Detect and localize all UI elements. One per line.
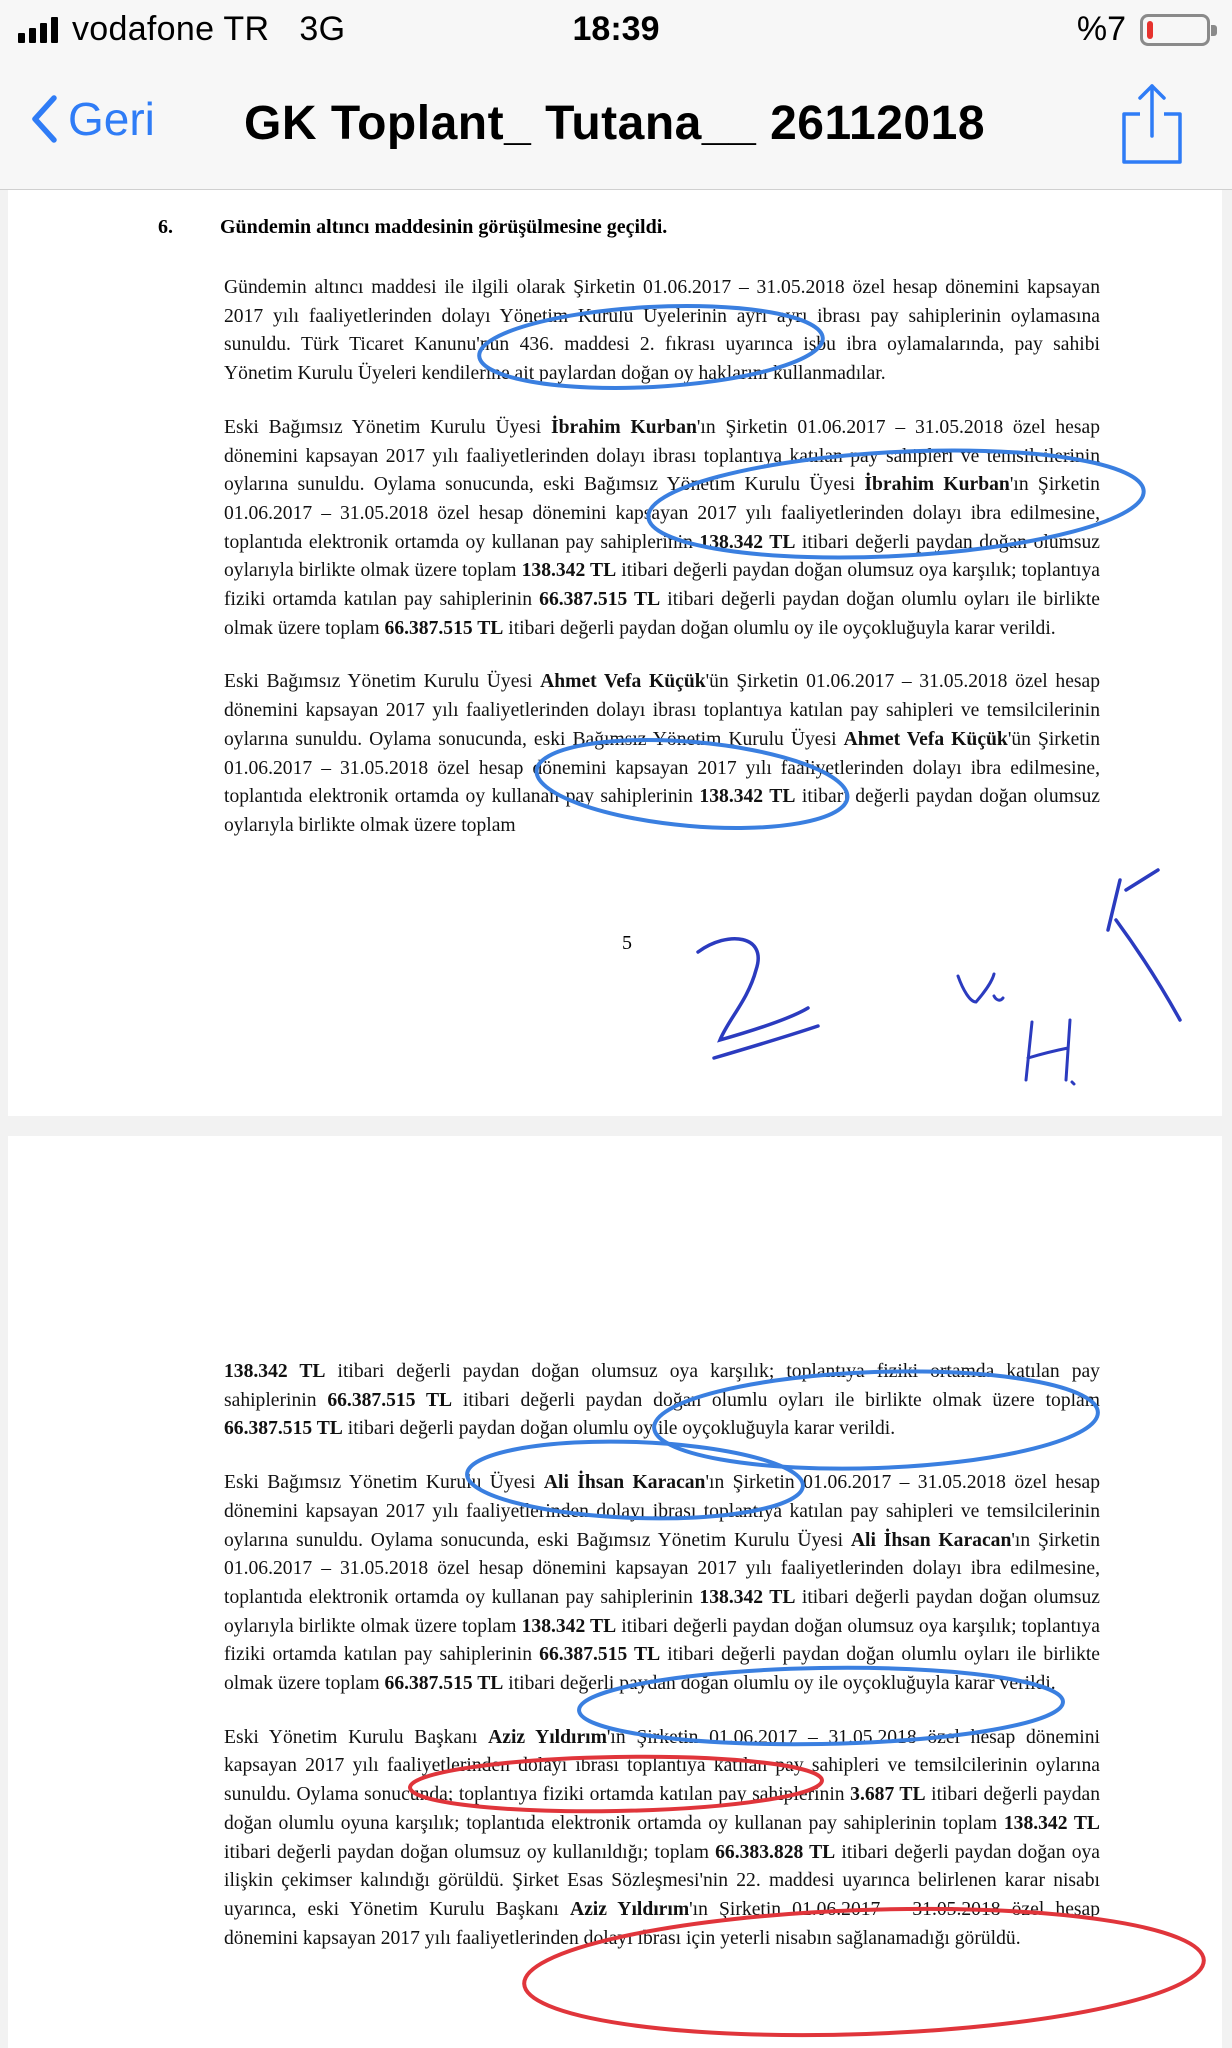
bold-text: 138.342 TL	[699, 531, 796, 553]
bold-text: 66.387.515 TL	[539, 1644, 661, 1666]
bold-text: Ahmet Vefa Küçük	[540, 671, 706, 693]
text-run: Eski Yönetim Kurulu Başkanı	[224, 1726, 489, 1748]
bold-text: 66.387.515 TL	[384, 1673, 504, 1695]
bold-text: 138.342 TL	[521, 560, 617, 582]
text-run: itibari değerli paydan doğan olumlu oy ile oyçokluğuyla karar verildi.	[503, 617, 1056, 639]
document-page-6[interactable]	[8, 1136, 1222, 2048]
bold-text: Aziz Yıldırım	[569, 1898, 690, 1920]
text-run: itibari değerli paydan doğan olumlu oy ile oyçokluğuyla karar verildi.	[503, 1673, 1056, 1695]
text-run: 'ın Şirketin 01.06.2017 – 31.05.2018 özel hesap dönemini kapsayan 2017 yılı faaliyetlerinden dolayı ibra edilmesine, toplantıda elektronik ortamda oy kullanan pay sahiplerinin	[224, 474, 1100, 553]
text-run: itibari değerli paydan doğan olumsuz oy kullanıldığı; toplam	[224, 1841, 716, 1863]
share-button[interactable]	[1120, 82, 1184, 171]
bold-text: 138.342 TL	[521, 1615, 617, 1637]
text-run: itibari değerli paydan doğan olumsuz oya karşılık; toplantıya fiziki ortamda katılan pay sahiplerinin	[224, 560, 1100, 611]
text-run: 'ün Şirketin 01.06.2017 – 31.05.2018 özel hesap dönemini kapsayan 2017 yılı faaliyetlerinden dolayı ibrası toplantıya katılan pay sahipleri ve temsilcilerinin oylarına sunuldu. Oylama sonucunda, eski Bağımsız Yönetim Kurulu Üyesi	[224, 671, 1101, 750]
text-run: itibari değerli paydan doğan olumlu oyları ile birlikte olmak üzere toplam	[224, 589, 1101, 639]
text-run: itibari değerli paydan doğan olumlu oyları ile birlikte olmak üzere toplam	[224, 1644, 1101, 1695]
text-run: itibari değerli paydan doğan olumsuz oya karşılık; toplantıya fiziki ortamda katılan pay sahiplerinin	[224, 1361, 1100, 1411]
battery-percentage: %7	[1076, 10, 1126, 48]
bold-text: 66.387.515 TL	[224, 1418, 343, 1440]
carrier-name: vodafone TR	[72, 10, 270, 48]
paragraph	[224, 1469, 1100, 1699]
bold-text: 138.342 TL	[699, 1586, 796, 1608]
back-button[interactable]	[30, 92, 155, 146]
text-run: itibari değerli paydan doğan olumsuz oylarıyla birlikte olmak üzere toplam	[224, 786, 1101, 836]
bold-text: Ali İhsan Karacan	[543, 1472, 706, 1494]
signature-mark	[1026, 1020, 1074, 1084]
bold-text: 66.387.515 TL	[539, 589, 661, 611]
signature-mark	[1108, 870, 1180, 1020]
signature-mark	[958, 974, 1003, 1002]
text-run: Eski Bağımsız Yönetim Kurulu Üyesi	[224, 671, 541, 693]
bold-text: İbrahim Kurban	[864, 474, 1010, 496]
bold-text: 66.387.515 TL	[327, 1389, 453, 1411]
signature-mark	[698, 939, 818, 1058]
document-title: GK Toplant_ Tutana__ 26112018	[244, 97, 986, 150]
text-run: 'ün Şirketin 01.06.2017 – 31.05.2018 özel hesap dönemini kapsayan 2017 yılı faaliyetlerinden dolayı ibra edilmesine, toplantıda elektronik ortamda oy kullanan pay sahiplerinin	[224, 728, 1100, 808]
text-run: itibari değerli paydan doğan oya ilişkin çekimser kalındığı görüldü. Şirket Esas Sözleşmesi'nin 22. maddesi uyarınca belirlenen karar nisabı uyarınca, eski Yönetim Kurulu Başkanı	[224, 1841, 1100, 1920]
text-run: 'ın Şirketin 01.06.2017 – 31.05.2018 özel hesap dönemini kapsayan 2017 yılı faaliyetlerinden dolayı ibra edilmesine, toplantıda elektronik ortamda oy kullanan pay sahiplerinin	[224, 1529, 1100, 1608]
navigation-bar	[0, 62, 1232, 190]
battery-level	[1147, 21, 1153, 39]
text-run: itibari değerli paydan doğan olumlu oyları ile birlikte olmak üzere toplam	[452, 1389, 1100, 1411]
back-button-label: Geri	[68, 93, 155, 145]
text-run: itibari değerli paydan doğan olumsuz oylarıyla birlikte olmak üzere toplam	[224, 531, 1101, 582]
share-icon	[1120, 82, 1184, 166]
chevron-left-icon	[30, 94, 58, 144]
bold-text: 66.387.515 TL	[384, 617, 504, 639]
text-run: itibari değerli paydan doğan olumlu oy ile oyçokluğuyla karar verildi.	[342, 1418, 896, 1440]
bold-text: Aziz Yıldırım	[488, 1726, 607, 1748]
page-body-text	[224, 1358, 1100, 1953]
status-bar	[0, 0, 1232, 62]
clock: 18:39	[572, 10, 660, 48]
page-number: 5	[622, 932, 632, 954]
text-run: Eski Bağımsız Yönetim Kurulu Üyesi	[224, 1472, 544, 1494]
text-run: 'ın Şirketin 01.06.2017 – 31.05.2018 özel hesap dönemini kapsayan 2017 yılı faaliyetlerinden dolayı ibrası toplantıya katılan pay sahipleri ve temsilcilerinin oylarına sunuldu. Oylama sonucunda; toplantıya fiziki ortamda katılan pay sahiplerinin	[224, 1726, 1100, 1806]
bold-text: 66.383.828 TL	[715, 1841, 836, 1863]
battery-icon	[1140, 14, 1210, 46]
text-run: Gündemin altıncı maddesi ile ilgili olarak Şirketin 01.06.2017 – 31.05.2018 özel hesap dönemini kapsayan 2017 yılı faaliyetlerinden dolayı Yönetim Kurulu Üyelerinin ayrı ayrı ibrası pay sahiplerinin oylamasına sunuldu. Türk Ticaret Kanunu'nun 436. maddesi 2. fıkrası uyarınca işbu ibra oylamalarında, pay sahibi Yönetim Kurulu Üyeleri kendilerine ait paylardan doğan oy haklarını kullanmadılar.	[224, 277, 1100, 385]
bold-text: 138.342 TL	[699, 786, 796, 808]
bold-text: Ahmet Vefa Küçük	[843, 728, 1008, 750]
document-page-5[interactable]	[8, 190, 1222, 1116]
text-run: 'ın Şirketin 01.06.2017 – 31.05.2018 özel hesap dönemini kapsayan 2017 yılı faaliyetlerinden dolayı ibrası toplantıya katılan pay sahipleri ve temsilcilerinin oylarına sunuldu. Oylama sonucunda, eski Bağımsız Yönetim Kurulu Üyesi	[224, 416, 1100, 496]
bold-text: 138.342 TL	[224, 1361, 326, 1382]
paragraph	[224, 1724, 1100, 1954]
bold-text: 138.342 TL	[1003, 1812, 1100, 1834]
text-run: itibari değerli paydan doğan olumsuz oya karşılık; toplantıya fiziki ortamda katılan pay sahiplerinin	[224, 1615, 1100, 1666]
text-run: itibari değerli paydan doğan olumlu oyuna karşılık; toplantıda elektronik ortamda oy kullanan pay sahiplerinin toplam	[224, 1784, 1100, 1834]
handwritten-signatures	[8, 190, 1222, 1116]
text-run: 'ın Şirketin 01.06.2017 – 31.05.2018 özel hesap dönemini kapsayan 2017 yılı faaliyetlerinden dolayı ibrası toplantıya katılan pay sahipleri ve temsilcilerinin oylarına sunuldu. Oylama sonucunda, eski Bağımsız Yönetim Kurulu Üyesi	[224, 1472, 1101, 1551]
section-number: 6.	[158, 216, 173, 238]
network-type: 3G	[299, 10, 346, 48]
bold-text: İbrahim Kurban	[550, 416, 697, 438]
text-run: 'ın Şirketin 01.06.2017 – 31.05.2018 özel hesap dönemini kapsayan 2017 yılı faaliyetlerinden dolayı ibrası için yeterli nisabın sağlanamadığı görüldü.	[224, 1898, 1101, 1949]
text-run: itibari değerli paydan doğan olumsuz oylarıyla birlikte olmak üzere toplam	[224, 1586, 1101, 1637]
paragraph	[224, 1358, 1100, 1444]
bold-text: 3.687 TL	[850, 1784, 926, 1806]
status-right	[1077, 10, 1210, 49]
bold-text: Ali İhsan Karacan	[850, 1529, 1012, 1551]
section-heading-text: Gündemin altıncı maddesinin görüşülmesine geçildi.	[220, 216, 668, 238]
text-run: Eski Bağımsız Yönetim Kurulu Üyesi	[224, 416, 551, 438]
